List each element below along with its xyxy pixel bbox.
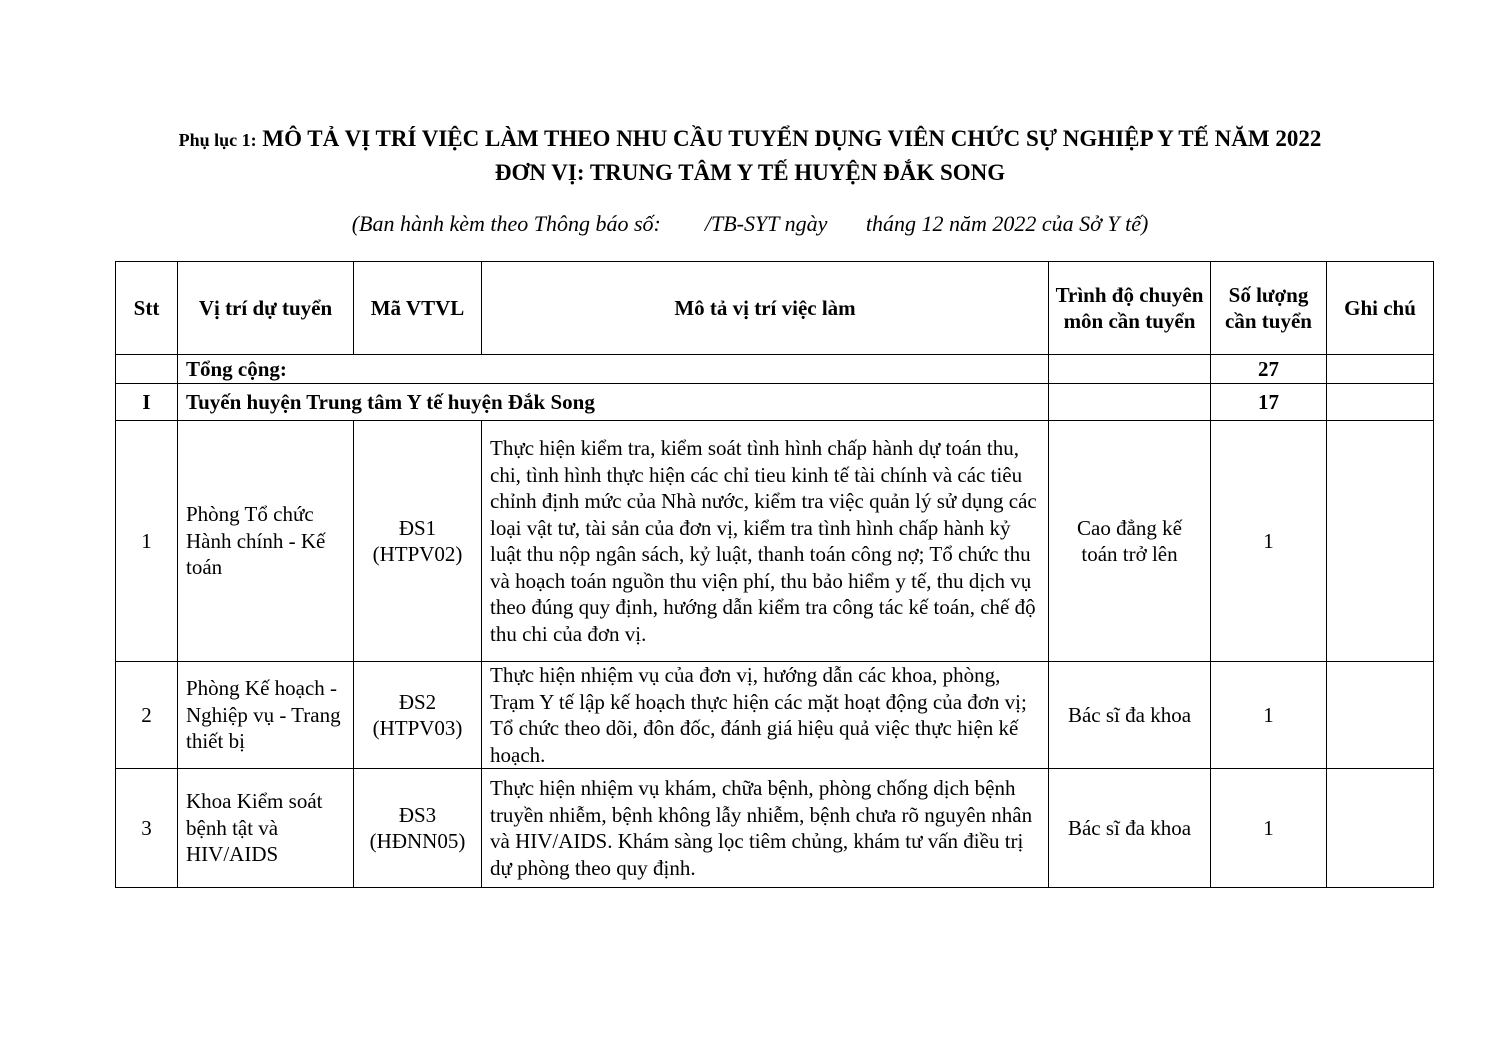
col-header-note: Ghi chú (1327, 262, 1434, 355)
row-position: Phòng Tổ chức Hành chính - Kế toán (178, 421, 354, 662)
col-header-description: Mô tả vị trí việc làm (482, 262, 1049, 355)
title-line-2: ĐƠN VỊ: TRUNG TÂM Y TẾ HUYỆN ĐẮK SONG (494, 160, 1006, 185)
row-note (1327, 662, 1434, 769)
section-label: Tuyến huyện Trung tâm Y tế huyện Đắk Song (178, 384, 1049, 421)
row-description: Thực hiện kiểm tra, kiểm soát tình hình chấp hành dự toán thu, chi, tình hình thực hiện các chỉ tieu kinh tế tài chính và các tiêu chỉnh định mức của Nhà nước, kiểm tra việc quản lý sử dụng các loại vật tư, tài sản của đơn vị, kiểm tra tình hình chấp hành kỷ luật thu nộp ngân sách, kỷ luật, thanh toán công nợ; Tổ chức thu và hoạch toán nguồn thu viện phí, thu bảo hiểm y tế, thu dịch vụ theo đúng quy định, hướng dẫn kiểm tra công tác kế toán, chế độ thu chi của đơn vị. (482, 421, 1049, 662)
row-quantity: 1 (1211, 421, 1327, 662)
row-stt: 3 (116, 769, 178, 888)
table-header-row (116, 262, 1434, 355)
section-note (1327, 384, 1434, 421)
title-line-1: MÔ TẢ VỊ TRÍ VIỆC LÀM THEO NHU CẦU TUYỂN DỤNG VIÊN CHỨC SỰ NGHIỆP Y TẾ NĂM 2022 (262, 126, 1322, 151)
col-header-code: Mã VTVL (354, 262, 482, 355)
row-position: Khoa Kiểm soát bệnh tật và HIV/AIDS (178, 769, 354, 888)
row-description: Thực hiện nhiệm vụ khám, chữa bệnh, phòng chống dịch bệnh truyền nhiễm, bệnh không lẫy nhiễm, bệnh chưa rõ nguyên nhân và HIV/AIDS. Khám sàng lọc tiêm chủng, khám tư vấn điều trị dự phòng theo quy định. (482, 769, 1049, 888)
table-row (116, 421, 1434, 662)
section-qualification (1049, 384, 1211, 421)
page-title (0, 126, 1500, 152)
subtitle: (Ban hành kèm theo Thông báo số: /TB-SYT ngày tháng 12 năm 2022 của Sở Y tế) (351, 211, 1149, 236)
total-stt (116, 355, 178, 384)
row-code: ĐS1 (HTPV02) (354, 421, 482, 662)
job-table (115, 261, 1434, 888)
row-position: Phòng Kế hoạch - Nghiệp vụ - Trang thiết bị (178, 662, 354, 769)
section-row (116, 384, 1434, 421)
row-description: Thực hiện nhiệm vụ của đơn vị, hướng dẫn các khoa, phòng, Trạm Y tế lập kế hoạch thực hiện các mặt hoạt động của đơn vị; Tổ chức theo dõi, đôn đốc, đánh giá hiệu quả việc thực hiện kế hoạch. (482, 662, 1049, 769)
section-quantity: 17 (1211, 384, 1327, 421)
total-qualification (1049, 355, 1211, 384)
row-qualification: Bác sĩ đa khoa (1049, 769, 1211, 888)
row-qualification: Bác sĩ đa khoa (1049, 662, 1211, 769)
total-row (116, 355, 1434, 384)
appendix-prefix: Phụ lục 1: (178, 130, 257, 150)
col-header-qualification: Trình độ chuyên môn cần tuyển (1049, 262, 1211, 355)
row-stt: 2 (116, 662, 178, 769)
row-note (1327, 769, 1434, 888)
total-note (1327, 355, 1434, 384)
col-header-quantity: Số lượng cần tuyển (1211, 262, 1327, 355)
row-code: ĐS3 (HĐNN05) (354, 769, 482, 888)
row-stt: 1 (116, 421, 178, 662)
row-quantity: 1 (1211, 769, 1327, 888)
section-stt: I (116, 384, 178, 421)
col-header-stt: Stt (116, 262, 178, 355)
table-row (116, 769, 1434, 888)
row-qualification: Cao đẳng kế toán trở lên (1049, 421, 1211, 662)
total-label: Tổng cộng: (178, 355, 1049, 384)
total-quantity: 27 (1211, 355, 1327, 384)
col-header-position: Vị trí dự tuyển (178, 262, 354, 355)
row-quantity: 1 (1211, 662, 1327, 769)
row-code: ĐS2 (HTPV03) (354, 662, 482, 769)
row-note (1327, 421, 1434, 662)
table-row (116, 662, 1434, 769)
